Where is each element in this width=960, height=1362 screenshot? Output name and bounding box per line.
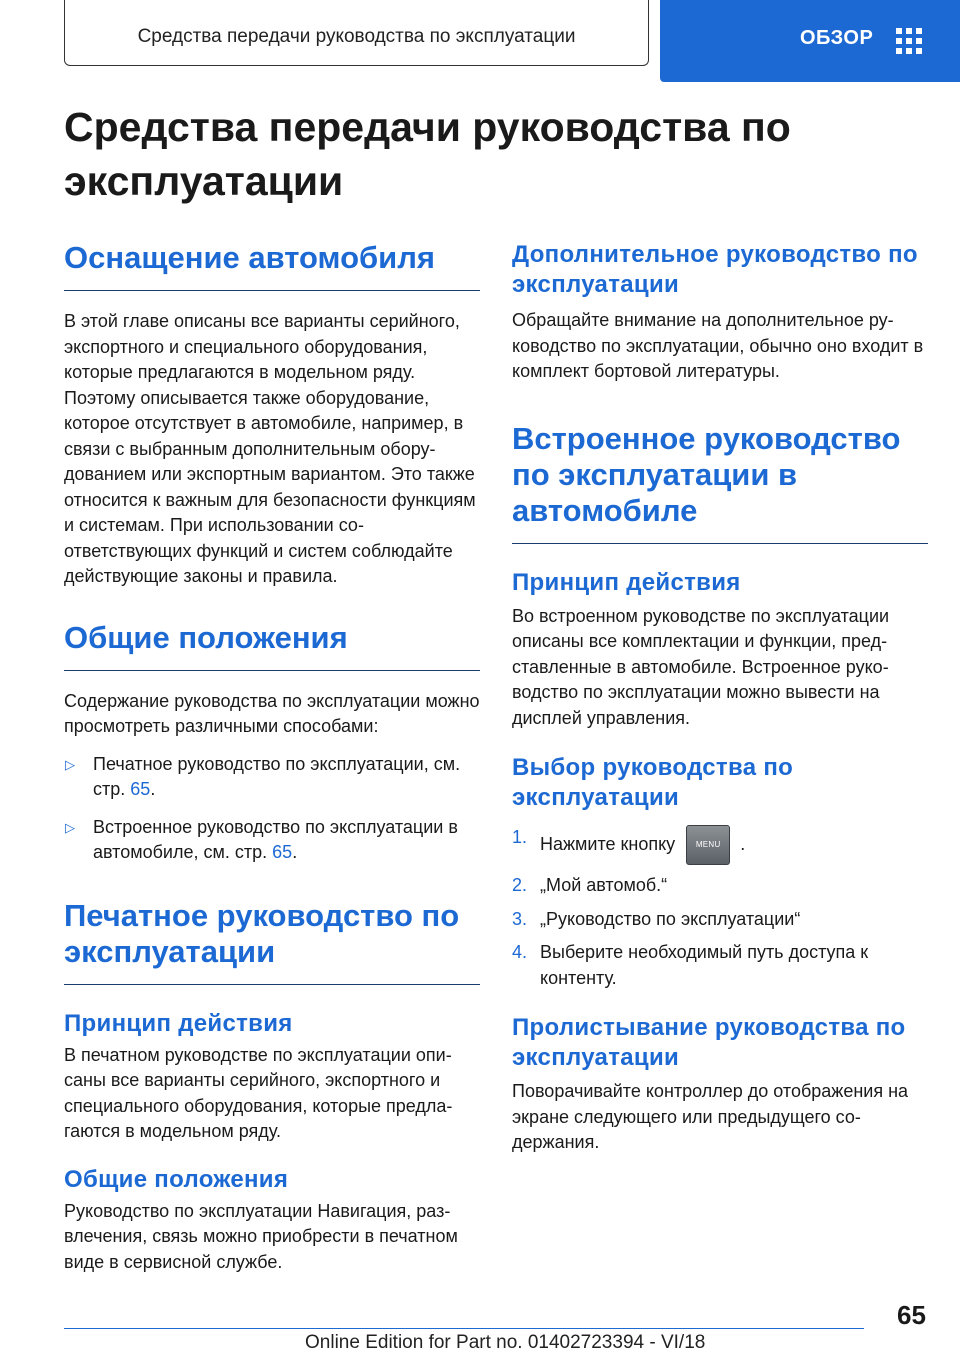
list-item (512, 940, 928, 991)
printed-principle-text: В печатном руководстве по эксплуатации описаны все варианты серийного, экспортного и специального оборудования, которые предлагаются в модельном ряду. (64, 1044, 453, 1141)
step-text: Выберите необходимый путь доступа к контенту. (540, 942, 869, 988)
step-text: Нажмите кнопку (540, 833, 676, 854)
step-text: „Мой автомоб.“ (540, 875, 668, 895)
equipment-text: В этой главе описаны все варианты серийного, экспортного и специального оборудования, которые предлагаются в модельном ряду. Поэтому описывается также оборудование, которое отсутствует в автомобиле, например, в связи с выбранным дополнительным оборудованием или экспортным вариантом. Это также относится к важным для безопасности функциям и системам. При использовании соответствующих функций и систем соблюдайте действующие законы и правила. (64, 311, 476, 586)
additional-manual-text: Обращайте внимание на дополнительное руководство по эксплуатации, обычно оно входит в комплект бортовой литературы. (512, 310, 924, 381)
list-item (512, 907, 928, 933)
list-item-text: Встроенное руководство по эксплуатации в автомобиле, см. стр. (93, 816, 458, 862)
right-column (512, 240, 928, 1156)
subheading-general: Общие положения (64, 1165, 289, 1193)
edition-text: Online Edition for Part no. 01402723394 - VI/18 (305, 1332, 706, 1353)
subheading-scrolling: Пролистывание руководства по эксплуатации (512, 1014, 906, 1071)
subheading-principle: Принцип действия (64, 1009, 293, 1037)
list-item: 1. Нажмите кнопку MENU . (512, 825, 928, 865)
subheading-select-manual: Выбор руководства по эксплуатации (512, 754, 794, 811)
step-number: 1. (512, 827, 528, 847)
grid-icon (896, 28, 922, 54)
list-item: ▷ Печатное руководство по эксплуатации, см. стр. 65. (65, 753, 461, 799)
printed-general-text: Руководство по эксплуатации Навигация, развлечения, связь можно приобрести в печатном виде в сервисной службе. (64, 1200, 458, 1272)
triangle-bullet-icon: ▷ (65, 819, 75, 835)
step-number: 3. (512, 908, 528, 929)
page-number: 65 (897, 1300, 926, 1330)
footer-divider (64, 1328, 864, 1329)
section-heading-integrated-manual: Встроенное руководство по эксплуатации в автомобиле (512, 420, 901, 528)
general-text: Содержание руководства по эксплуатации можно просмотреть различными способами: (64, 690, 480, 736)
header-title-box (64, 0, 649, 66)
scrolling-text: Поворачивайте контроллер до отображения на экране следующего или предыдущего содержания. (512, 1081, 909, 1152)
left-column (64, 240, 480, 1275)
section-divider (64, 670, 480, 671)
integrated-principle-text: Во встроенном руководстве по эксплуатации описаны все комплектации и функции, представленные в автомобиле. Встроенное руководство по эксплуатации можно вывести на дисплей управления. (512, 605, 890, 728)
header-title: Средства передачи руководства по эксплуатации (137, 26, 576, 47)
menu-button-icon: MENU (686, 825, 730, 865)
list-item-text: Печатное руководство по эксплуатации, см. стр. (93, 753, 461, 799)
step-text: „Руководство по эксплуатации“ (540, 908, 801, 929)
overview-tab[interactable] (660, 0, 960, 82)
section-heading-equipment: Оснащение автомобиля (64, 240, 435, 275)
step-number: 2. (512, 875, 528, 895)
section-heading-printed-manual: Печатное руководство по эксплуатации (64, 897, 460, 969)
section-divider (64, 290, 480, 291)
list-item (512, 873, 928, 899)
section-divider (512, 543, 928, 544)
list-item: ▷ Встроенное руководство по эксплуатации в автомобиле, см. стр. 65. (65, 816, 458, 862)
subheading-additional-manual: Дополнительное руководство по эксплуатации (512, 241, 918, 298)
step-number: 4. (512, 942, 528, 962)
page-title: Средства передачи руководства по эксплуатации (64, 104, 791, 204)
triangle-bullet-icon: ▷ (65, 756, 75, 772)
subheading-principle: Принцип действия (512, 568, 741, 596)
section-divider (64, 984, 480, 985)
section-heading-general: Общие положения (64, 619, 348, 655)
overview-tab-label: ОБЗОР (800, 27, 874, 49)
page-link[interactable]: 65 (130, 779, 151, 799)
page-link[interactable]: 65 (272, 842, 293, 862)
